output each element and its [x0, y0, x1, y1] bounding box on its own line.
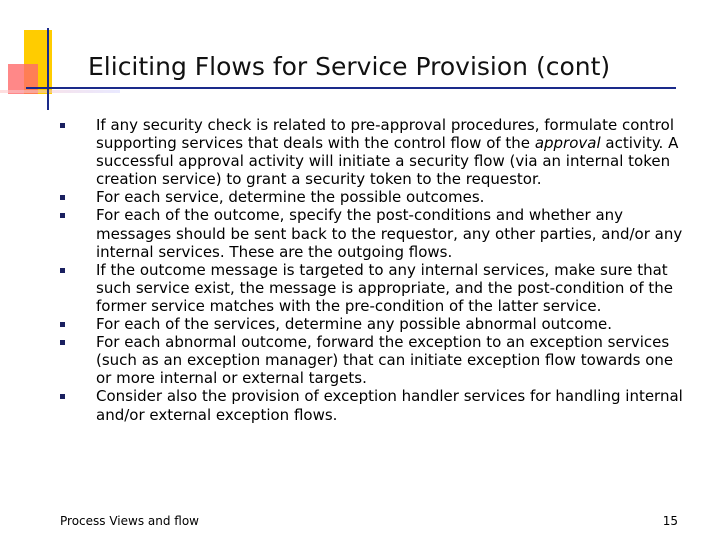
bullet-text: If any security check is related to pre-approval procedures, formulate control supporting services that deals with the control flow of the: [96, 116, 674, 153]
bullet-marker-icon: [60, 268, 65, 273]
decor-vertical-line: [47, 28, 49, 110]
bullet-list: [60, 116, 690, 424]
bullet-marker-icon: [60, 123, 65, 128]
bullet-item: [60, 261, 690, 315]
decor-horizontal-line: [26, 87, 676, 89]
bullet-text: If the outcome message is targeted to any internal services, make sure that such service exist, the message is appropriate, and the post-condition of the former service matches with the pre-condition of the latter service.: [96, 260, 673, 315]
slide-title: Eliciting Flows for Service Provision (cont): [88, 52, 611, 81]
bullet-text: For each of the services, determine any possible abnormal outcome.: [96, 315, 613, 334]
bullet-marker-icon: [60, 322, 65, 327]
decor-light-line: [0, 90, 120, 93]
bullet-item: [60, 387, 690, 423]
bullet-item: [60, 206, 690, 260]
bullet-text: For each of the outcome, specify the post-conditions and whether any messages should be sent back to the requestor, any other parties, and/or any internal services. These are the outgoing flows.: [96, 206, 683, 261]
page-number: 15: [662, 514, 678, 528]
footer-text: Process Views and flow: [60, 514, 199, 528]
bullet-item: [60, 315, 690, 333]
bullet-marker-icon: [60, 213, 65, 218]
bullet-text: For each service, determine the possible outcomes.: [96, 188, 485, 207]
bullet-text: activity. A successful approval activity will initiate a security flow (via an internal token creation service) to grant a security token to the requestor.: [96, 134, 679, 189]
bullet-marker-icon: [60, 195, 65, 200]
bullet-item: [60, 333, 690, 387]
bullet-item: [60, 188, 690, 206]
bullet-marker-icon: [60, 340, 65, 345]
bullet-item: [60, 116, 690, 188]
bullet-marker-icon: [60, 394, 65, 399]
bullet-emphasis: approval: [534, 134, 601, 153]
bullet-text: For each abnormal outcome, forward the exception to an exception services (such as an exception manager) that can initiate exception flow towards one or more internal or external targets.: [96, 333, 674, 388]
bullet-text: Consider also the provision of exception handler services for handling internal and/or external exception flows.: [96, 387, 683, 424]
